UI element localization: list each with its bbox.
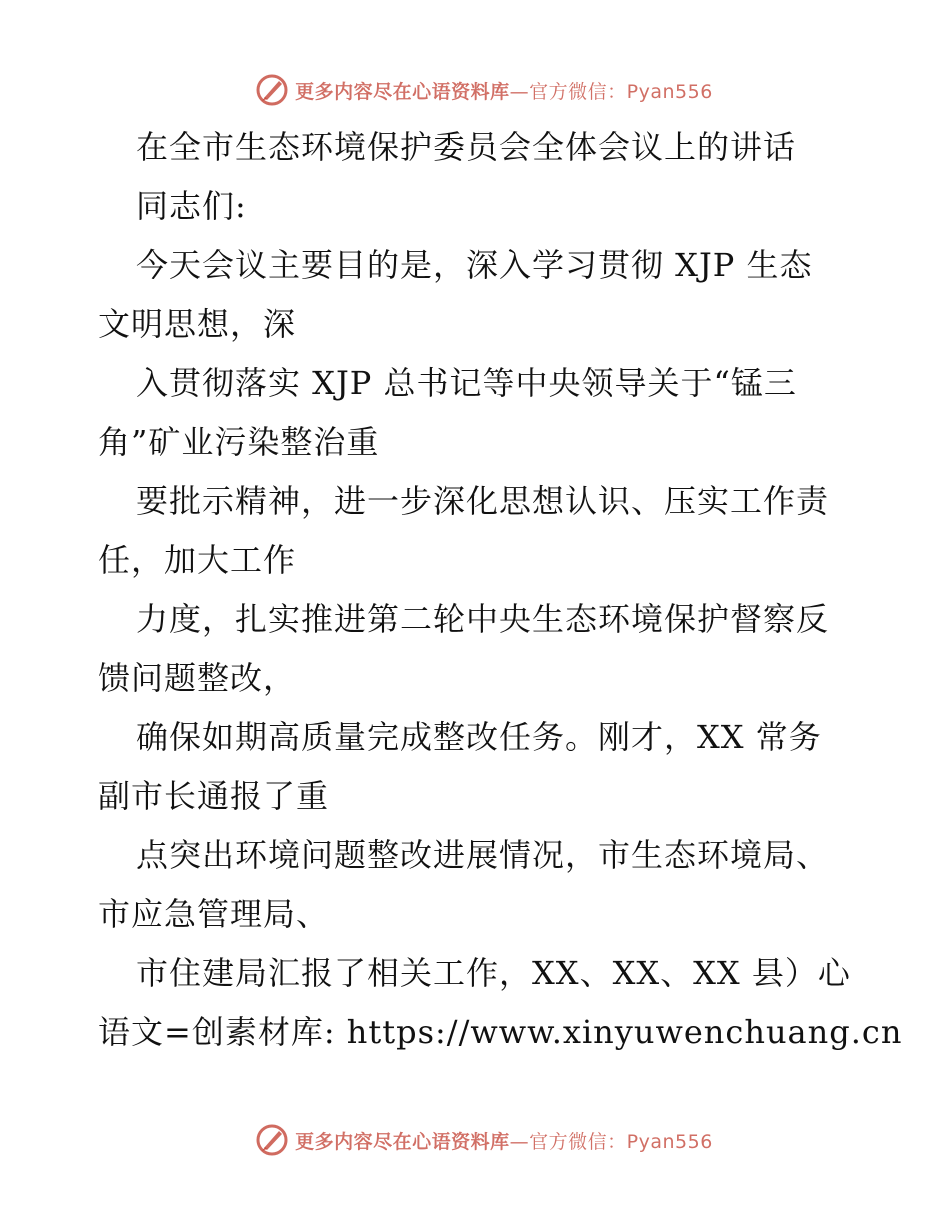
header-banner (0, 70, 950, 110)
document-title: 在全市生态环境保护委员会全体会议上的讲话 (136, 128, 797, 166)
paragraph-line: 任，加大工作 (98, 541, 297, 579)
source-url-line: 语文=创素材库: https://www.xinyuwenchuang.cn (98, 1013, 903, 1051)
footer-banner-separator: — (509, 1130, 530, 1153)
header-banner-text (295, 77, 713, 104)
footer-banner (0, 1120, 950, 1160)
quill-pen-logo-icon (255, 1123, 289, 1157)
header-banner-separator: — (509, 80, 530, 103)
paragraph-line: 副市长通报了重 (98, 777, 330, 815)
footer-banner-text (295, 1127, 713, 1154)
paragraph-line: 确保如期高质量完成整改任务。刚才，XX 常务 (136, 718, 822, 756)
paragraph-line: 文明思想，深 (98, 305, 297, 343)
paragraph-line: 力度，扎实推进第二轮中央生态环境保护督察反 (136, 600, 830, 638)
paragraph-line: 馈问题整改， (98, 659, 297, 697)
salutation: 同志们: (136, 187, 247, 225)
footer-banner-inner (255, 1123, 713, 1157)
paragraph-line: 今天会议主要目的是，深入学习贯彻 XJP 生态 (136, 246, 813, 284)
footer-banner-library: 更多内容尽在心语资料库 (295, 1130, 510, 1153)
footer-banner-wechat: 官方微信：Pyan556 (529, 1130, 713, 1153)
paragraph-line: 角”矿业污染整治重 (98, 423, 380, 461)
paragraph-line: 点突出环境问题整改进展情况，市生态环境局、 (136, 836, 830, 874)
header-banner-wechat: 官方微信：Pyan556 (529, 80, 713, 103)
paragraph-line: 市应急管理局、 (98, 895, 330, 933)
quill-pen-logo-icon (255, 73, 289, 107)
paragraph-line: 入贯彻落实 XJP 总书记等中央领导关于“锰三 (136, 364, 797, 402)
header-banner-inner (255, 73, 713, 107)
header-banner-library: 更多内容尽在心语资料库 (295, 80, 510, 103)
document-body (98, 118, 903, 1062)
paragraph-line: 市住建局汇报了相关工作，XX、XX、XX 县）心 (136, 954, 851, 992)
paragraph-line: 要批示精神，进一步深化思想认识、压实工作责 (136, 482, 830, 520)
